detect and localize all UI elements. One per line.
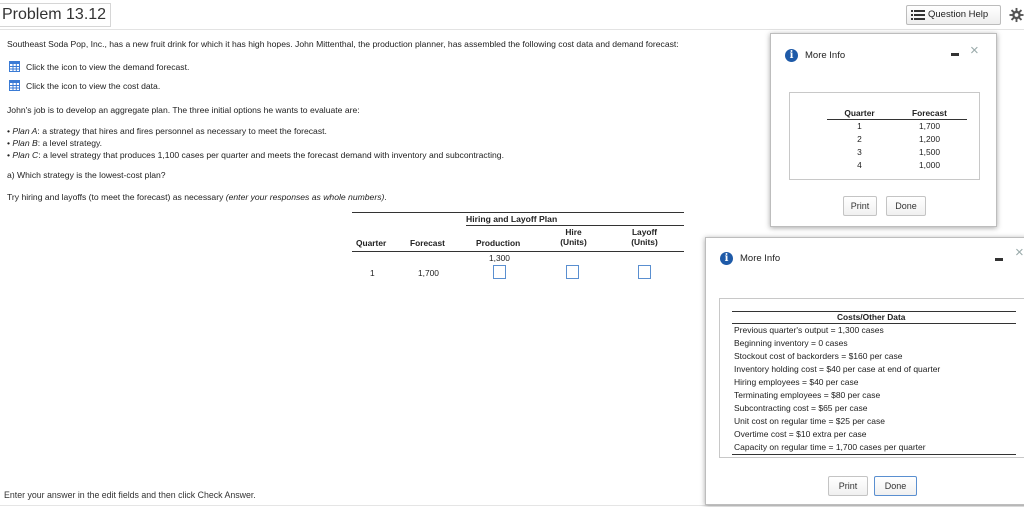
table-row	[827, 120, 967, 134]
question-help-button[interactable]	[906, 5, 1001, 25]
plan-b-item: • Plan B: a level strategy.	[7, 138, 103, 148]
close-icon[interactable]: ×	[1015, 244, 1024, 261]
cost-item: Beginning inventory = 0 cases	[734, 338, 848, 348]
table-top-rule	[352, 212, 684, 213]
cost-item: Previous quarter's output = 1,300 cases	[734, 325, 884, 335]
plan-c-item: • Plan C: a level strategy that produces 1,100 cases per quarter and meets the forecast demand with inventory and subcontracting.	[7, 150, 504, 160]
question-a: a) Which strategy is the lowest-cost plan?	[7, 170, 166, 180]
problem-intro: Southeast Soda Pop, Inc., has a new fruit drink for which it has high hopes. John Mittenthal, the production planner, has assembled the following cost data and demand forecast:	[7, 39, 679, 49]
forecast-quarter-cell: 3	[857, 147, 862, 157]
header-bar	[0, 0, 1024, 30]
forecast-col-quarter: Quarter	[827, 107, 892, 120]
row-1-quarter: 1	[370, 268, 375, 278]
forecast-col-forecast: Forecast	[892, 107, 967, 120]
table-icon[interactable]	[9, 61, 20, 72]
instruction-text	[7, 192, 387, 202]
plan-a-item: • Plan A: a strategy that hires and fires personnel as necessary to meet the forecast.	[7, 126, 327, 136]
layoff-header-line2: (Units)	[631, 237, 658, 247]
demand-forecast-link[interactable]	[9, 61, 189, 72]
job-description: John's job is to develop an aggregate plan. The three initial options he wants to evaluate are:	[7, 105, 360, 115]
layoff-header-line1: Layoff	[631, 227, 658, 237]
cost-link-text: Click the icon to view the cost data.	[26, 81, 161, 91]
forecast-quarter-cell: 1	[857, 121, 862, 131]
col-production-header: Production	[476, 238, 521, 248]
col-forecast-header: Forecast	[410, 238, 445, 248]
plan-a-desc: : a strategy that hires and fires personnel as necessary to meet the forecast.	[37, 126, 327, 136]
table-icon[interactable]	[9, 80, 20, 91]
forecast-table-panel	[789, 92, 980, 180]
minimize-icon[interactable]	[995, 258, 1003, 261]
cost-item: Capacity on regular time = 1,700 cases per quarter	[734, 442, 926, 452]
footer-divider	[0, 505, 1024, 506]
problem-title: Problem 13.12	[0, 3, 111, 27]
info-icon: i	[720, 252, 733, 265]
plan-c-name: Plan C	[12, 150, 39, 160]
instruction-main: Try hiring and layoffs (to meet the forecast) as necessary	[7, 192, 226, 202]
forecast-quarter-cell: 4	[857, 160, 862, 170]
forecast-dialog	[770, 33, 997, 227]
hire-input-q1[interactable]	[566, 265, 579, 279]
cost-data-link[interactable]	[9, 80, 160, 91]
plan-b-name: Plan B	[12, 138, 38, 148]
forecast-dialog-title	[785, 49, 845, 62]
instruction-italic: (enter your responses as whole numbers)	[225, 192, 385, 202]
table-title-rule	[466, 225, 684, 226]
col-hire-header	[556, 227, 591, 247]
forecast-value-cell: 1,000	[919, 160, 940, 170]
forecast-value-cell: 1,700	[919, 121, 940, 131]
cost-dialog-title-text: More Info	[740, 253, 781, 264]
row-1-forecast: 1,700	[418, 268, 439, 278]
cost-table-bottom-rule	[732, 454, 1016, 455]
cost-dialog	[705, 237, 1024, 505]
cost-item: Inventory holding cost = $40 per case at end of quarter	[734, 364, 941, 374]
plan-b-desc: : a level strategy.	[37, 138, 103, 148]
info-icon: i	[785, 49, 798, 62]
cost-table-panel	[719, 298, 1024, 458]
plan-c-desc: : a level strategy that produces 1,100 cases per quarter and meets the forecast demand with inventory and subcontracting.	[38, 150, 504, 160]
demand-link-text: Click the icon to view the demand forecast.	[26, 62, 190, 72]
cost-done-button[interactable]: Done	[874, 476, 917, 496]
layoff-input-q1[interactable]	[638, 265, 651, 279]
cost-item: Unit cost on regular time = $25 per case	[734, 416, 885, 426]
col-quarter-header: Quarter	[356, 238, 387, 248]
minimize-icon[interactable]	[951, 53, 959, 56]
cost-table-header-rule	[732, 323, 1016, 324]
forecast-print-button[interactable]: Print	[843, 196, 877, 216]
forecast-quarter-cell: 2	[857, 134, 862, 144]
question-help-label: Question Help	[928, 9, 989, 20]
instruction-end: .	[384, 192, 387, 202]
cost-item: Subcontracting cost = $65 per case	[734, 403, 868, 413]
forecast-value-cell: 1,500	[919, 147, 940, 157]
cost-print-button[interactable]: Print	[828, 476, 868, 496]
production-input-q1[interactable]	[493, 265, 506, 279]
forecast-dialog-title-text: More Info	[805, 50, 846, 61]
hiring-table-title: Hiring and Layoff Plan	[466, 214, 558, 224]
plan-a-name: Plan A	[12, 126, 38, 136]
hire-header-line1: Hire	[565, 227, 582, 237]
gear-icon[interactable]	[1009, 6, 1024, 24]
table-header-rule	[352, 251, 684, 252]
forecast-value-cell: 1,200	[919, 134, 940, 144]
cost-dialog-title	[720, 252, 780, 265]
forecast-table	[827, 107, 967, 172]
cost-table-title: Costs/Other Data	[837, 312, 906, 322]
close-icon[interactable]: ×	[970, 42, 979, 59]
previous-production-value: 1,300	[489, 253, 510, 263]
cost-item: Stockout cost of backorders = $160 per case	[734, 351, 903, 361]
forecast-header-row	[827, 107, 967, 120]
col-layoff-header	[627, 227, 662, 247]
cost-item: Hiring employees = $40 per case	[734, 377, 859, 387]
cost-item: Overtime cost = $10 extra per case	[734, 429, 867, 439]
list-icon	[911, 10, 925, 20]
hire-header-line2: (Units)	[560, 237, 587, 247]
footer-instruction: Enter your answer in the edit fields and then click Check Answer.	[4, 490, 256, 500]
cost-item: Terminating employees = $80 per case	[734, 390, 881, 400]
table-row	[827, 146, 967, 159]
table-row	[827, 133, 967, 146]
forecast-done-button[interactable]: Done	[886, 196, 926, 216]
table-row	[827, 159, 967, 172]
